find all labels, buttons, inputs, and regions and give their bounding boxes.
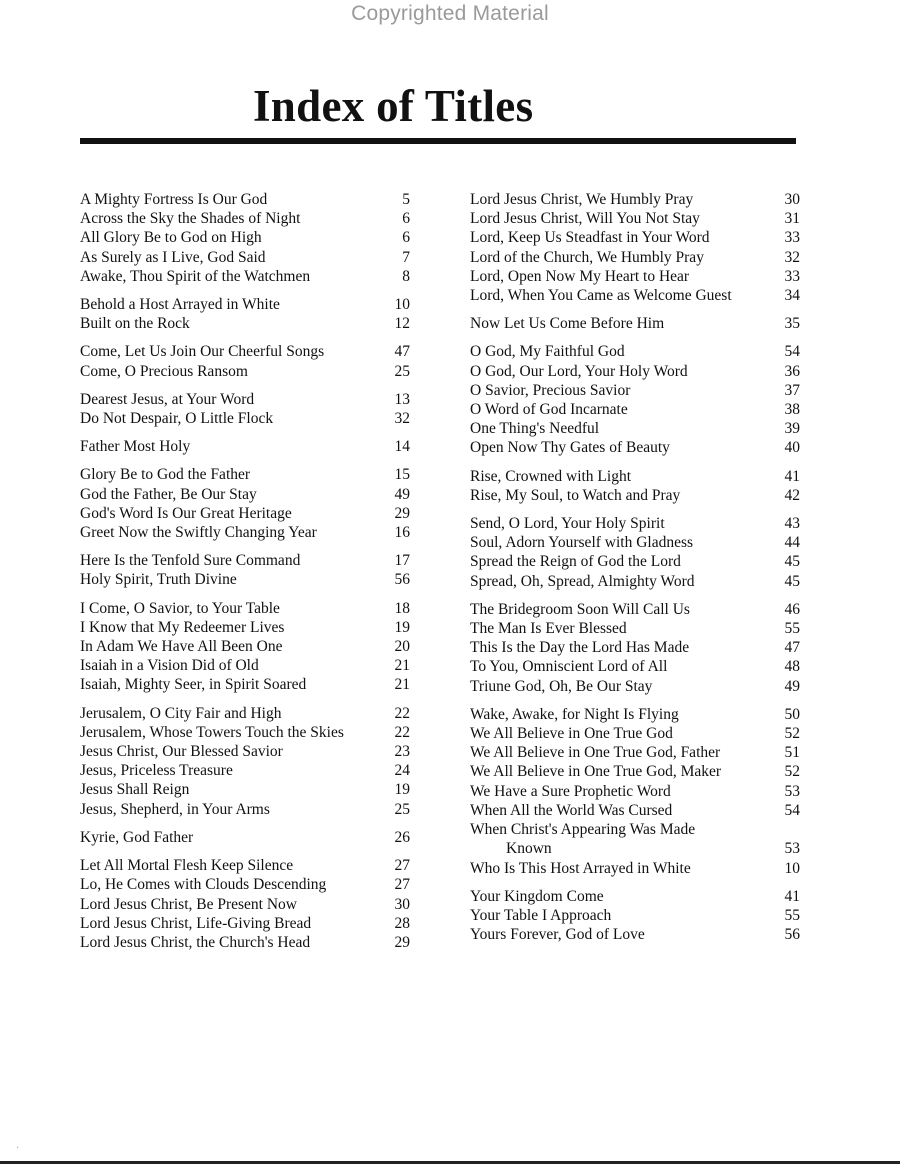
entry-page-number: 10	[784, 859, 800, 877]
entry-title: Jesus, Priceless Treasure	[80, 762, 233, 780]
entry-title: Your Kingdom Come	[470, 887, 604, 905]
entry-page-number: 49	[784, 677, 800, 695]
entry-title: Now Let Us Come Before Him	[470, 315, 665, 333]
entry-page-number: 21	[394, 657, 410, 675]
index-entry	[470, 820, 800, 858]
entry-page-number: 54	[784, 343, 800, 361]
entry-page-number: 54	[784, 801, 800, 819]
index-entry	[80, 895, 410, 914]
entry-page-number: 42	[784, 486, 800, 504]
entry-page-number: 53	[784, 840, 800, 858]
index-entry	[80, 723, 410, 742]
index-entry	[80, 742, 410, 761]
index-entry	[470, 486, 800, 505]
entry-title: One Thing's Needful	[470, 420, 600, 438]
entry-title: A Mighty Fortress Is Our God	[80, 191, 268, 208]
entry-title: Lord, Open Now My Heart to Hear	[470, 267, 690, 285]
entry-title: Lord Jesus Christ, Be Present Now	[80, 895, 297, 913]
index-entry	[470, 762, 800, 781]
entry-page-number: 44	[784, 534, 800, 552]
index-entry	[470, 887, 800, 906]
index-entry	[80, 437, 410, 456]
entry-title: Let All Mortal Flesh Keep Silence	[80, 857, 294, 875]
entry-page-number: 43	[784, 515, 800, 533]
index-entry	[470, 467, 800, 486]
entry-title: As Surely as I Live, God Said	[80, 248, 266, 266]
entry-page-number: 32	[394, 410, 410, 428]
index-entry	[80, 267, 410, 286]
entry-page-number: 27	[394, 857, 410, 875]
entry-page-number: 56	[394, 571, 410, 589]
index-entry	[80, 228, 410, 247]
entry-title: Lord Jesus Christ, the Church's Head	[80, 933, 311, 951]
index-letter-group	[80, 856, 410, 952]
entry-title: Isaiah, Mighty Seer, in Spirit Soared	[80, 676, 307, 694]
entry-title: I Come, O Savior, to Your Table	[80, 599, 280, 617]
entry-title: When Christ's Appearing Was Made Known	[470, 821, 696, 858]
entry-title: O Word of God Incarnate	[470, 401, 628, 419]
index-entry	[80, 551, 410, 570]
index-entry	[470, 906, 800, 925]
entry-page-number: 8	[402, 267, 410, 285]
entry-page-number: 22	[394, 704, 410, 722]
index-letter-group	[470, 190, 800, 305]
entry-title: Across the Sky the Shades of Night	[80, 210, 301, 228]
index-entry	[470, 381, 800, 400]
index-entry	[80, 504, 410, 523]
index-entry	[80, 828, 410, 847]
entry-page-number: 49	[394, 485, 410, 503]
entry-page-number: 55	[784, 906, 800, 924]
entry-page-number: 7	[402, 248, 410, 266]
index-letter-group	[80, 342, 410, 380]
index-entry	[80, 409, 410, 428]
index-letter-group	[470, 467, 800, 505]
entry-page-number: 26	[394, 828, 410, 846]
entry-title: Jesus, Shepherd, in Your Arms	[80, 800, 270, 818]
index-entry	[470, 419, 800, 438]
index-entry	[80, 675, 410, 694]
index-letter-group	[470, 887, 800, 945]
index-entry	[470, 801, 800, 820]
index-entry	[470, 925, 800, 944]
entry-title: To You, Omniscient Lord of All	[470, 658, 668, 676]
index-entry	[470, 677, 800, 696]
entry-title: We All Believe in One True God, Father	[470, 744, 721, 762]
entry-title: Triune God, Oh, Be Our Stay	[470, 677, 653, 695]
entry-page-number: 22	[394, 723, 410, 741]
entry-page-number: 29	[394, 504, 410, 522]
index-letter-group	[470, 342, 800, 457]
index-entry	[470, 438, 800, 457]
entry-page-number: 33	[784, 229, 800, 247]
entry-page-number: 12	[394, 315, 410, 333]
index-entry	[80, 314, 410, 333]
entry-page-number: 39	[784, 420, 800, 438]
index-column-right	[470, 190, 800, 953]
entry-title: Rise, My Soul, to Watch and Pray	[470, 486, 681, 504]
index-entry	[80, 933, 410, 952]
entry-title: O God, My Faithful God	[470, 343, 625, 361]
index-entry	[80, 914, 410, 933]
entry-title: Lord of the Church, We Humbly Pray	[470, 248, 704, 266]
entry-title: Here Is the Tenfold Sure Command	[80, 552, 301, 570]
entry-page-number: 50	[784, 705, 800, 723]
entry-title: Jesus Christ, Our Blessed Savior	[80, 743, 283, 761]
entry-page-number: 16	[394, 524, 410, 542]
index-entry	[80, 190, 410, 209]
index-entry	[470, 638, 800, 657]
entry-title: In Adam We Have All Been One	[80, 638, 283, 656]
entry-title: Open Now Thy Gates of Beauty	[470, 439, 670, 457]
entry-title: O Savior, Precious Savior	[470, 381, 631, 399]
entry-page-number: 19	[394, 781, 410, 799]
entry-title: Kyrie, God Father	[80, 828, 194, 846]
entry-title: This Is the Day the Lord Has Made	[470, 639, 690, 657]
index-entry	[80, 465, 410, 484]
index-entry	[470, 314, 800, 333]
index-entry	[470, 705, 800, 724]
index-entry	[80, 342, 410, 361]
entry-page-number: 6	[402, 229, 410, 247]
index-entry	[80, 390, 410, 409]
entry-page-number: 28	[394, 914, 410, 932]
index-entry	[80, 362, 410, 381]
entry-title: I Know that My Redeemer Lives	[80, 618, 285, 636]
entry-page-number: 5	[402, 191, 410, 208]
entry-page-number: 25	[394, 800, 410, 818]
entry-page-number: 31	[784, 210, 800, 228]
page-title: Index of Titles	[253, 81, 534, 131]
index-entry	[470, 267, 800, 286]
entry-title: Soul, Adorn Yourself with Gladness	[470, 534, 694, 552]
entry-page-number: 21	[394, 676, 410, 694]
entry-page-number: 37	[784, 381, 800, 399]
entry-title: Awake, Thou Spirit of the Watchmen	[80, 267, 311, 285]
index-letter-group	[80, 551, 410, 589]
index-entry	[470, 533, 800, 552]
entry-page-number: 14	[394, 438, 410, 456]
index-entry	[80, 856, 410, 875]
entry-page-number: 47	[394, 343, 410, 361]
entry-page-number: 36	[784, 362, 800, 380]
index-entry	[80, 295, 410, 314]
entry-page-number: 20	[394, 638, 410, 656]
index-entry	[80, 800, 410, 819]
entry-page-number: 47	[784, 639, 800, 657]
entry-title: Do Not Despair, O Little Flock	[80, 410, 274, 428]
index-entry	[470, 782, 800, 801]
entry-page-number: 24	[394, 762, 410, 780]
entry-title: Dearest Jesus, at Your Word	[80, 390, 255, 408]
index-letter-group	[470, 514, 800, 591]
entry-title: The Bridegroom Soon Will Call Us	[470, 600, 690, 618]
entry-page-number: 46	[784, 600, 800, 618]
entry-title: When All the World Was Cursed	[470, 801, 673, 819]
index-entry	[470, 514, 800, 533]
index-entry	[470, 400, 800, 419]
index-letter-group	[80, 390, 410, 428]
entry-page-number: 56	[784, 926, 800, 944]
index-entry	[470, 190, 800, 209]
index-letter-group	[470, 705, 800, 878]
entry-title: Lo, He Comes with Clouds Descending	[80, 876, 327, 894]
entry-page-number: 29	[394, 933, 410, 951]
entry-title: God's Word Is Our Great Heritage	[80, 504, 292, 522]
entry-page-number: 23	[394, 743, 410, 761]
index-letter-group	[80, 465, 410, 542]
entry-title: Yours Forever, God of Love	[470, 926, 645, 944]
index-entry	[80, 618, 410, 637]
entry-page-number: 6	[402, 210, 410, 228]
index-entry	[80, 761, 410, 780]
index-entry	[80, 209, 410, 228]
entry-page-number: 13	[394, 390, 410, 408]
entry-title: Glory Be to God the Father	[80, 466, 251, 484]
entry-title: Lord Jesus Christ, Will You Not Stay	[470, 210, 700, 228]
entry-page-number: 52	[784, 725, 800, 743]
entry-title: Spread the Reign of God the Lord	[470, 553, 681, 571]
index-entry	[470, 572, 800, 591]
entry-title: God the Father, Be Our Stay	[80, 485, 257, 503]
index-entry	[80, 637, 410, 656]
index-entry	[80, 570, 410, 589]
entry-page-number: 55	[784, 620, 800, 638]
entry-title: Come, O Precious Ransom	[80, 362, 248, 380]
scan-artifact: ·	[16, 1143, 20, 1154]
title-rule	[80, 138, 796, 144]
index-entry	[470, 362, 800, 381]
entry-page-number: 41	[784, 467, 800, 485]
entry-title: Lord Jesus Christ, Life-Giving Bread	[80, 914, 312, 932]
entry-page-number: 10	[394, 296, 410, 314]
entry-title: The Man Is Ever Blessed	[470, 620, 627, 638]
entry-title: Greet Now the Swiftly Changing Year	[80, 524, 317, 542]
entry-page-number: 27	[394, 876, 410, 894]
index-entry	[470, 724, 800, 743]
index-letter-group	[470, 600, 800, 696]
entry-title: Lord, When You Came as Welcome Guest	[470, 287, 732, 305]
entry-page-number: 51	[784, 744, 800, 762]
entry-page-number: 18	[394, 599, 410, 617]
index-entry	[470, 228, 800, 247]
index-entry	[80, 656, 410, 675]
index-letter-group	[80, 828, 410, 847]
entry-page-number: 41	[784, 887, 800, 905]
entry-title: All Glory Be to God on High	[80, 229, 262, 247]
entry-title: We All Believe in One True God, Maker	[470, 763, 722, 781]
index-entry	[470, 600, 800, 619]
entry-title: Rise, Crowned with Light	[470, 467, 632, 485]
entry-title: Jesus Shall Reign	[80, 781, 190, 799]
entry-page-number: 17	[394, 552, 410, 570]
index-entry	[470, 342, 800, 361]
entry-title: Built on the Rock	[80, 315, 190, 333]
entry-title: Jerusalem, Whose Towers Touch the Skies	[80, 723, 344, 741]
entry-page-number: 30	[784, 191, 800, 208]
index-entry	[80, 523, 410, 542]
entry-title: Holy Spirit, Truth Divine	[80, 571, 237, 589]
entry-title: Behold a Host Arrayed in White	[80, 296, 280, 314]
index-entry	[80, 704, 410, 723]
index-entry	[470, 743, 800, 762]
copyright-watermark: Copyrighted Material	[351, 2, 549, 25]
entry-title: Father Most Holy	[80, 438, 191, 456]
index-entry	[470, 657, 800, 676]
entry-page-number: 33	[784, 267, 800, 285]
entry-title: We Have a Sure Prophetic Word	[470, 782, 671, 800]
index-entry	[80, 875, 410, 894]
index-letter-group	[80, 295, 410, 333]
index-entry	[470, 248, 800, 267]
entry-page-number: 25	[394, 362, 410, 380]
index-letter-group	[80, 437, 410, 456]
entry-title: Send, O Lord, Your Holy Spirit	[470, 515, 665, 533]
entry-title: Who Is This Host Arrayed in White	[470, 859, 691, 877]
entry-page-number: 53	[784, 782, 800, 800]
entry-page-number: 35	[784, 315, 800, 333]
index-letter-group	[470, 314, 800, 333]
entry-page-number: 30	[394, 895, 410, 913]
index-letter-group	[80, 599, 410, 695]
index-letter-group	[80, 190, 410, 286]
index-entry	[80, 485, 410, 504]
entry-title: Your Table I Approach	[470, 906, 612, 924]
entry-page-number: 52	[784, 763, 800, 781]
entry-title: Isaiah in a Vision Did of Old	[80, 657, 259, 675]
index-entry	[470, 286, 800, 305]
index-entry	[470, 209, 800, 228]
entry-page-number: 19	[394, 618, 410, 636]
entry-title: We All Believe in One True God	[470, 725, 673, 743]
entry-title: Wake, Awake, for Night Is Flying	[470, 705, 679, 723]
entry-page-number: 15	[394, 466, 410, 484]
entry-page-number: 34	[784, 287, 800, 305]
entry-page-number: 48	[784, 658, 800, 676]
index-entry	[470, 619, 800, 638]
entry-page-number: 45	[784, 553, 800, 571]
index-entry	[80, 780, 410, 799]
entry-title: Spread, Oh, Spread, Almighty Word	[470, 572, 695, 590]
entry-page-number: 45	[784, 572, 800, 590]
index-letter-group	[80, 704, 410, 819]
index-column-left	[80, 190, 410, 961]
entry-page-number: 38	[784, 401, 800, 419]
index-entry	[470, 552, 800, 571]
entry-title: Lord Jesus Christ, We Humbly Pray	[470, 191, 694, 208]
entry-title: Lord, Keep Us Steadfast in Your Word	[470, 229, 710, 247]
entry-title: O God, Our Lord, Your Holy Word	[470, 362, 688, 380]
entry-page-number: 40	[784, 439, 800, 457]
entry-title: Come, Let Us Join Our Cheerful Songs	[80, 343, 325, 361]
entry-title: Jerusalem, O City Fair and High	[80, 704, 282, 722]
index-entry	[470, 859, 800, 878]
index-entry	[80, 599, 410, 618]
index-entry	[80, 248, 410, 267]
entry-page-number: 32	[784, 248, 800, 266]
